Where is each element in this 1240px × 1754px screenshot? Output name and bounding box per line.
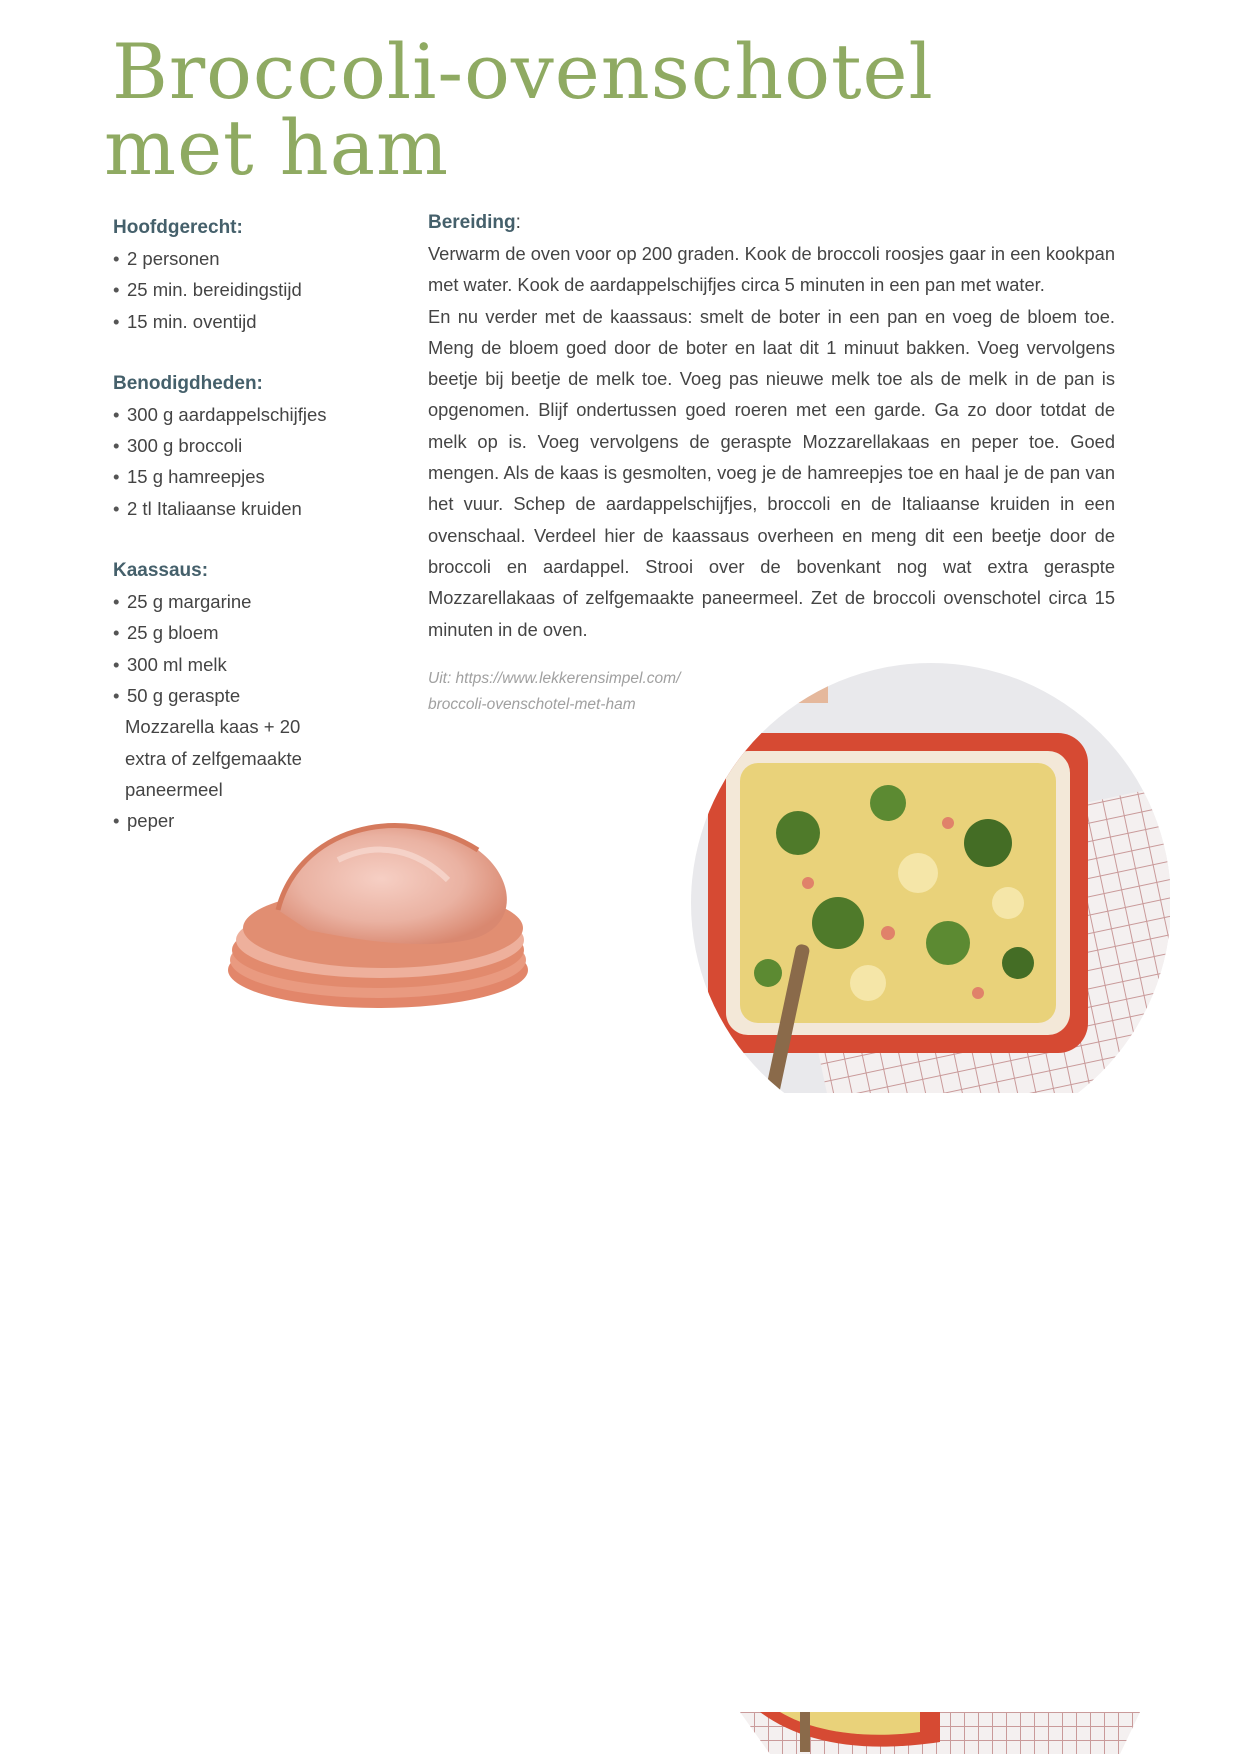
source-line-2: broccoli-ovenschotel-met-ham [428, 696, 636, 713]
broccoli-floret [754, 959, 782, 987]
list-item: • 300 g broccoli [113, 430, 413, 461]
recipe-title [104, 27, 934, 192]
hoofdgerecht-heading: Hoofdgerecht: [113, 217, 243, 238]
ham-slices-image [218, 790, 538, 1015]
source-line-1: Uit: https://www.lekkerensimpel.com/ [428, 670, 681, 687]
list-item: • 25 min. bereidingstijd [113, 274, 413, 305]
potato-slice [850, 965, 886, 1001]
hoofdgerecht-list [113, 243, 413, 337]
benodigdheden-section [113, 368, 413, 524]
broccoli-floret [812, 897, 864, 949]
continuation-line: paneermeel [125, 778, 223, 800]
bereiding-heading-colon: : [515, 212, 521, 233]
broccoli-floret [1002, 947, 1034, 979]
bereiding-heading-label: Bereiding [428, 212, 516, 233]
kaassaus-list [113, 586, 413, 711]
preparation-column [428, 207, 1115, 645]
bereiding-paragraph-2: En nu verder met de kaassaus: smelt de boter in een pan en voeg de bloem toe. Meng de bloem goed door de boter en laat dit 1 minuut bakken. Voeg vervolgens beetje bij beetje de melk toe. Voeg pas nieuwe melk toe als de melk in de pan is opgenomen. Blijf ondertussen goed roeren met een garde. Ga zo door totdat de melk op is. Voeg vervolgens de geraspte Mozzarellakaas en peper toe. Goed mengen. Als de kaas is gesmolten, voeg je de hamreepjes toe en haal je de pan van het vuur. Schep de aardappelschijfjes, broccoli en de Italiaanse kruiden in een ovenschaal. Verdeel hier de kaassaus overheen en meng dit een beetje door de broccoli en aardappel. Strooi over de bovenkant nog wat extra geraspte Mozzarellakaas of zelfgemaakte paneermeel. Zet de broccoli ovenschotel circa 15 minuten in de oven. [428, 305, 1115, 640]
ham-piece [881, 926, 895, 940]
list-item: • 2 personen [113, 243, 413, 274]
title-line-1: Broccoli-ovenschotel [112, 27, 934, 116]
list-item: • 2 tl Italiaanse kruiden [113, 493, 413, 524]
background-object [688, 663, 828, 703]
ham-top-fold [278, 826, 507, 945]
ham-piece [972, 987, 984, 999]
ingredients-column [113, 212, 413, 867]
ham-piece [802, 877, 814, 889]
broccoli-floret [870, 785, 906, 821]
continuation-line: extra of zelfgemaakte [125, 747, 302, 769]
list-item: • 25 g bloem [113, 617, 413, 648]
benodigdheden-heading: Benodigdheden: [113, 372, 263, 394]
ham-piece [942, 817, 954, 829]
list-item: • 50 g geraspte [113, 680, 413, 711]
broccoli-floret [926, 921, 970, 965]
list-item: • 300 g aardappelschijfjes [113, 399, 413, 430]
potato-slice [898, 853, 938, 893]
broccoli-floret [964, 819, 1012, 867]
continuation-line: Mozzarella kaas + 20 [125, 716, 301, 738]
benodigdheden-list [113, 399, 413, 524]
title-line-2: met ham [104, 103, 450, 192]
broccoli-floret [776, 811, 820, 855]
list-item: • 25 g margarine [113, 586, 413, 617]
hoofdgerecht-section [113, 212, 413, 337]
list-item: • 300 ml melk [113, 649, 413, 680]
list-item: • peper [113, 805, 413, 836]
bereiding-paragraph-1: Verwarm de oven voor op 200 graden. Kook de broccoli roosjes gaar in een kookpan met water. Kook de aardappelschijfjes circa 5 minuten in een pan met water. [428, 243, 1115, 296]
broccoli-casserole-image [688, 663, 1170, 1093]
potato-slice [992, 887, 1024, 919]
list-item: • 15 g hamreepjes [113, 461, 413, 492]
bereiding-heading [428, 207, 1115, 238]
list-item: • 15 min. oventijd [113, 306, 413, 337]
kaassaus-heading: Kaassaus: [113, 560, 209, 582]
casserole-image-fragment [740, 1712, 1140, 1754]
